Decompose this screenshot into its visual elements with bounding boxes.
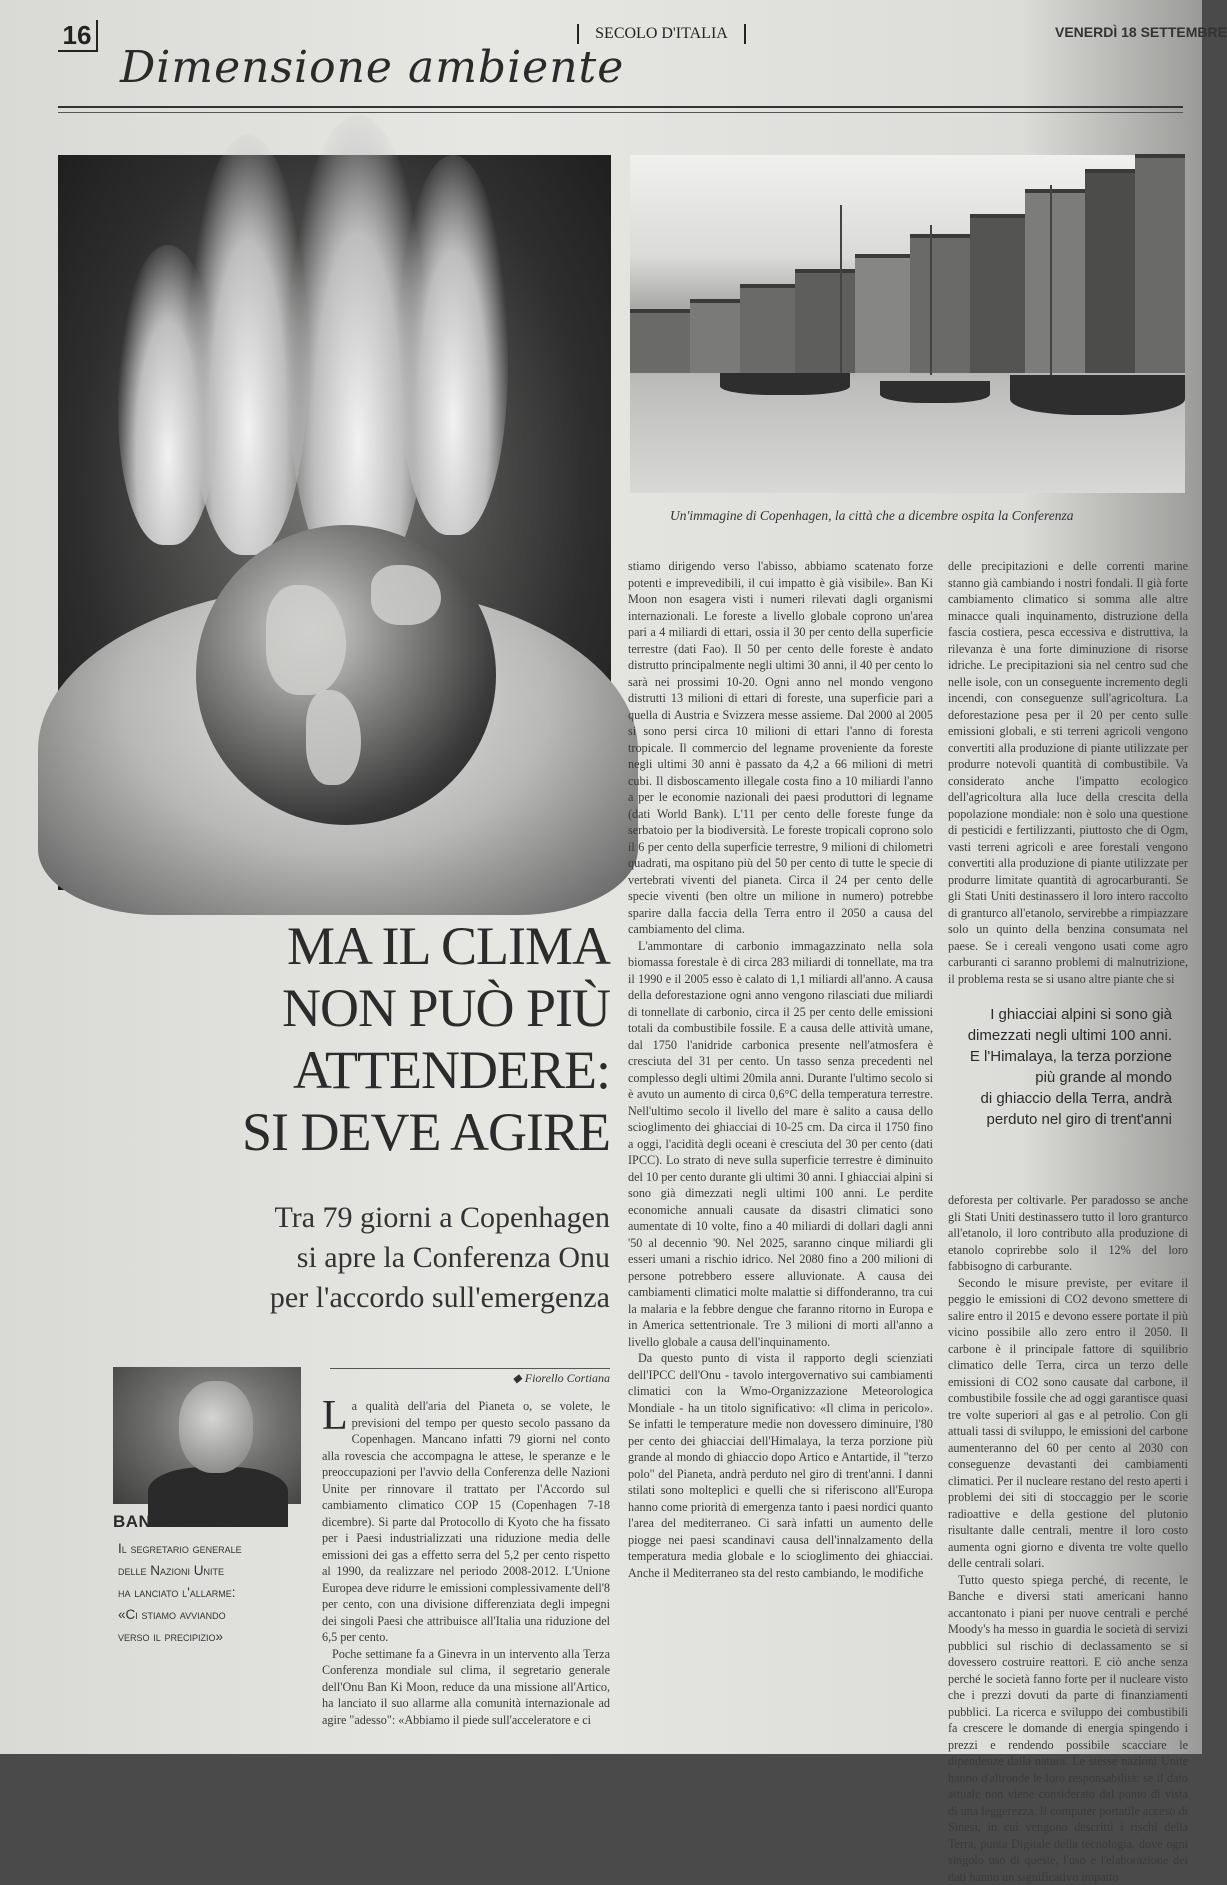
photo-caption: Un'immagine di Copenhagen, la città che a dicembre ospita la Conferenza [670,508,1073,524]
article-column-3-bottom [948,1192,1188,1748]
article-paragraph: Tutto questo spiega perché, di recente, le Banche e diversi stati americani hanno accantonato i piani per nuove centrali e perché Moody's ha messo in guardia le società di servizi pubblici sul rischio di declassamento se si dovessero costruire reattori. E ciò anche senza perché le società fanno forte per il nucleare visto che i prezzi dovuti da parte di finanziamenti pubblici. La ricerca e sviluppo dei combustibili fa crescere le domande di energia spingendo i prezzi e rendendo possibile scacciare le dipendenze dalla natura. Le stesse nazioni Unite hanno d'altronde le loro responsabilità: se il dato attuale non viene considerato dal punto di vista di una leggerezza. Il computer portatile acceso di Sinesi, in cui vengono descritti i rischi della Terra, punta Digitale della tecnologia, dove ogni singolo uso di queste, l'uso e l'elaborazione dei dati hanno un significativo impatto [948,1572,1188,1885]
photo-copenhagen [630,155,1185,493]
profile-description [118,1538,318,1648]
author-name: Fiorello Cortiana [525,1371,610,1385]
drop-cap: L [322,1398,352,1434]
profile-desc-line: verso il precipizio» [118,1626,318,1648]
article-column-2 [628,558,933,1748]
article-column-1 [322,1398,610,1748]
header-rule-thin [58,112,1183,113]
subhead-line: si apre la Conferenza Onu [150,1238,610,1278]
headline-line: SI DEVE AGIRE [150,1101,610,1163]
article-paragraph: deforesta per coltivarle. Per paradosso se anche gli Stati Uniti destinassero tutto il loro granturco all'etanolo, il loro contributo alla produzione di etanolo coprirebbe solo il 12% del loro fabbisogno di carburante. [948,1192,1188,1275]
pull-quote-line: E l'Himalaya, la terza porzione [940,1046,1172,1067]
profile-desc-line: delle Nazioni Unite [118,1560,318,1582]
subhead-line: per l'accordo sull'emergenza [150,1278,610,1318]
profile-desc-line: Il segretario generale [118,1538,318,1560]
issue-date: VENERDÌ 18 SETTEMBRE [1055,24,1227,40]
pull-quote-line: perduto nel giro di trent'anni [940,1109,1172,1130]
photo-globe-in-hand [58,155,611,890]
masthead: SECOLO D'ITALIA [577,24,746,44]
header-rule [58,106,1183,108]
headline-line: MA IL CLIMA [150,915,610,977]
article-paragraph: Secondo le misure previste, per evitare il peggio le emissioni di CO2 devono smettere di salire entro il 2015 e devono essere portate il più vicino possibile allo zero entro il 2050. Il carbone è il principale fattore di squilibrio climatico delle Terra, circa un terzo delle emissioni di CO2 sono causate dal carbone, il combustibile fossile che ad oggi garantisce quasi tre volte superiori al gas e al petrolio. Con gli attuali tassi di sviluppo, le emissioni del carbone aumenteranno del 60 per cento al 2030 con conseguenze devastanti dei cambiamenti climatici. Per il nucleare restano del resto aperti i problemi dei siti di stoccaggio per le scorie radioattive e della gestione del plutonio risultante dalle centrali, mentre il loro costo aumenta ogni giorno e diventa tre volte quello delle centrali solari. [948,1275,1188,1572]
article-paragraph: Da questo punto di vista il rapporto degli scienziati dell'IPCC dell'Onu - tavolo intergovernativo sui cambiamenti climatici con la Wmo-Organizzazione Meteorologica Mondiale - ha un titolo significativo: «Il clima in pericolo». Se infatti le temperature medie non dovessero diminuire, l'80 per cento dei ghiacciai dell'Himalaya, la terza porzione più grande al mondo di ghiaccio dopo Artico e Antartide, il "terzo polo" del Pianeta, andrà perduto nel giro di trent'anni. I danni stilati sono molteplici e quelli che si riferiscono all'Europa hanno come priorità di emergenza tanto i paesi nordici quanto l'area del mediterraneo. Ci sarà infatti un aumento delle piogge nei paesi scandinavi causa dell'innalzamento della temperatura media globale e lo scioglimento dei ghiacciai. Anche il Mediterraneo sta del resto cambiando, le modifiche [628,1350,933,1581]
headline-line: ATTENDERE: [150,1039,610,1101]
page-number: 16 [58,20,98,52]
pull-quote-line: più grande al mondo [940,1067,1172,1088]
section-title: Dimensione ambiente [120,42,624,93]
headline [150,915,610,1163]
pull-quote-line: I ghiacciai alpini si sono già [940,1004,1172,1025]
pull-quote-line: di ghiaccio della Terra, andrà [940,1088,1172,1109]
article-paragraph: La qualità dell'aria del Pianeta o, se volete, le previsioni del tempo per questo secolo passano da Copenhagen. Mancano infatti 79 giorni nel conto alla rovescia che accompagna le attese, le speranze e le preoccupazioni per l'avvio della Conferenza delle Nazioni Unite per rinnovare il trattato per l'Accordo sul cambiamento climatico COP 15 (Copenhagen 7-18 dicembre). Si parte dal Protocollo di Kyoto che ha fissato per i Paesi industrializzati una riduzione media delle emissioni dei gas a effetto serra del 5,2 per cento rispetto al 1990, da realizzare nel periodo 2008-2012. L'Unione Europea deve ridurre le emissioni complessivamente dell'8 per cento, con una divisione differenziata degli impegni dei singoli Paesi che attribuisce all'Italia una riduzione del 6,5 per cento. [322,1398,610,1646]
article-column-3-top [948,558,1188,958]
profile-desc-line: «Ci stiamo avviando [118,1604,318,1626]
headline-line: NON PUÒ PIÙ [150,977,610,1039]
pull-quote-line: dimezzati negli ultimi 100 anni. [940,1025,1172,1046]
profile-name: BAN KI MOON [113,1512,235,1532]
earth-globe [196,525,496,825]
subheadline [150,1198,610,1318]
article-paragraph: L'ammontare di carbonio immagazzinato nella sola biomassa forestale è di circa 283 miliardi di tonnellate, ma tra il 1990 e il 2005 esso è calato di 1,1 miliardi all'anno. A causa della deforestazione ogni anno vengono rilasciati due miliardi di tonnellate di carbonio, circa il 25 per cento delle emissioni totali da combustibile fossile. E a causa delle attività umane, dal 1750 l'anidride carbonica presente nell'atmosfera è cresciuta del 31 per cento. Un tasso senza precedenti nel complesso degli ultimi 20mila anni. Durante l'ultimo secolo si è avuto un aumento di circa 0,6°C della temperatura terrestre. Nell'ultimo secolo il livello del mare è salito a causa dello scioglimento dei ghiacciai di 10-25 cm. Da circa il 1750 fino a oggi, l'acidità degli oceani è cresciuta del 30 per cento (dati IPCC). Lo strato di neve sulla superficie terrestre è diminuito del 10 per cento durante gli ultimi 30 anni. I ghiacciai alpini si sono già dimezzati negli ultimi 100 anni. Le perdite economiche annuali causate da disastri climatici sono aumentate di 10 volte, fino a 40 miliardi di dollari dagli anni '50 al decennio '90. Nel 2025, saranno cinque miliardi gli esseri umani a rischio idrico. Nel 2080 fino a 200 milioni di persone potrebbero essere alluvionate. A causa dei cambiamenti climatici molte malattie si diffonderanno, tra cui la malaria e la febbre dengue che faranno ritorno in Europa e in America settentrionale. Tre 3 milioni di morti all'anno a livello globale a causa dell'inquinamento. [628,938,933,1351]
profile-desc-line: ha lanciato l'allarme: [118,1582,318,1604]
author-byline: ◆ Fiorello Cortiana [330,1368,610,1386]
article-paragraph: delle precipitazioni e delle correnti marine stanno già cambiando i nostri fondali. Il già forte cambiamento climatico si somma alle altre minacce quali inquinamento, distruzione della fascia costiera, pesca eccessiva e distruttiva, la rilevanza è una forte diminuzione di risorse idriche. Le precipitazioni sia nel centro sud che nelle isole, con un conseguente incremento degli incendi, con conseguenze sull'agricoltura. La deforestazione pesa per il 20 per cento sulle emissioni globali, e sti terreni agricoli vengono convertiti alla produzione di piante utilizzate per produrre notevoli quantità di combustibile. Va considerato anche l'impatto ecologico dell'agricoltura alla luce della crescita della popolazione mondiale: non è solo una questione di pesticidi e fertilizzanti, piuttosto che di Ogm, vasti terreni agricoli e aree forestali vengono convertiti alla produzione di piante utilizzate per produrre limitate quantità di agrocarburanti. Se gli Stati Uniti destinassero il loro intero raccolto di granturco all'etanolo, servirebbe a rimpiazzare solo un quinto della benzina consumata nel paese. Se i cereali vengono usati come agro carburanti ci saranno problemi di malnutrizione, il problema resta se si usano altre piante che si [948,558,1188,987]
article-paragraph: Poche settimane fa a Ginevra in un intervento alla Terza Conferenza mondiale sul clima, il segretario generale dell'Onu Ban Ki Moon, reduce da una missione all'Artico, ha lanciato il suo allarme alla comunità internazionale ad agire "adesso": «Abbiamo il piede sull'acceleratore e ci [322,1646,610,1729]
ban-ki-moon-portrait [113,1367,301,1504]
subhead-line: Tra 79 giorni a Copenhagen [150,1198,610,1238]
article-paragraph: stiamo dirigendo verso l'abisso, abbiamo scatenato forze potenti e imprevedibili, il cui impatto è già visibile». Ban Ki Moon non esagera visti i numeri rilevati dagli organismi internazionali. Le foreste a livello globale coprono un'area pari a 4 miliardi di ettari, ossia il 30 per cento della superficie terrestre (dati Fao). Il 50 per cento delle foreste è andato distrutto principalmente negli ultimi 30 anni, il 40 per cento lo sarà nei prossimi 10-20. Ogni anno nel mondo vengono distrutti 13 milioni di ettari di foreste, una superficie pari a quella di Austria e Svizzera messe assieme. Dal 2000 al 2005 si sono persi circa 10 milioni di ettari l'anno di foresta tropicale. Il commercio del legname proveniente da foreste negli ultimi 30 anni è passato da 4,2 a 66 milioni di metri cubi. Il disboscamento illegale costa fino a 10 miliardi l'anno a per le economie nazionali dei paesi produttori di legname (dati World Bank). L'11 per cento delle foreste funge da serbatoio per la biodiversità. Le foreste tropicali coprono solo il 6 per cento della superficie terrestre, 9 milioni di chilometri quadrati, ma ospitano più del 50 per cento di tutte le specie di vertebrati viventi del pianeta. Circa il 24 per cento delle specie viventi (ben oltre un milione in numero) potrebbe sparire dalla faccia della Terra entro il 2050 a causa del cambiamento del clima. [628,558,933,938]
pull-quote [940,1004,1172,1130]
